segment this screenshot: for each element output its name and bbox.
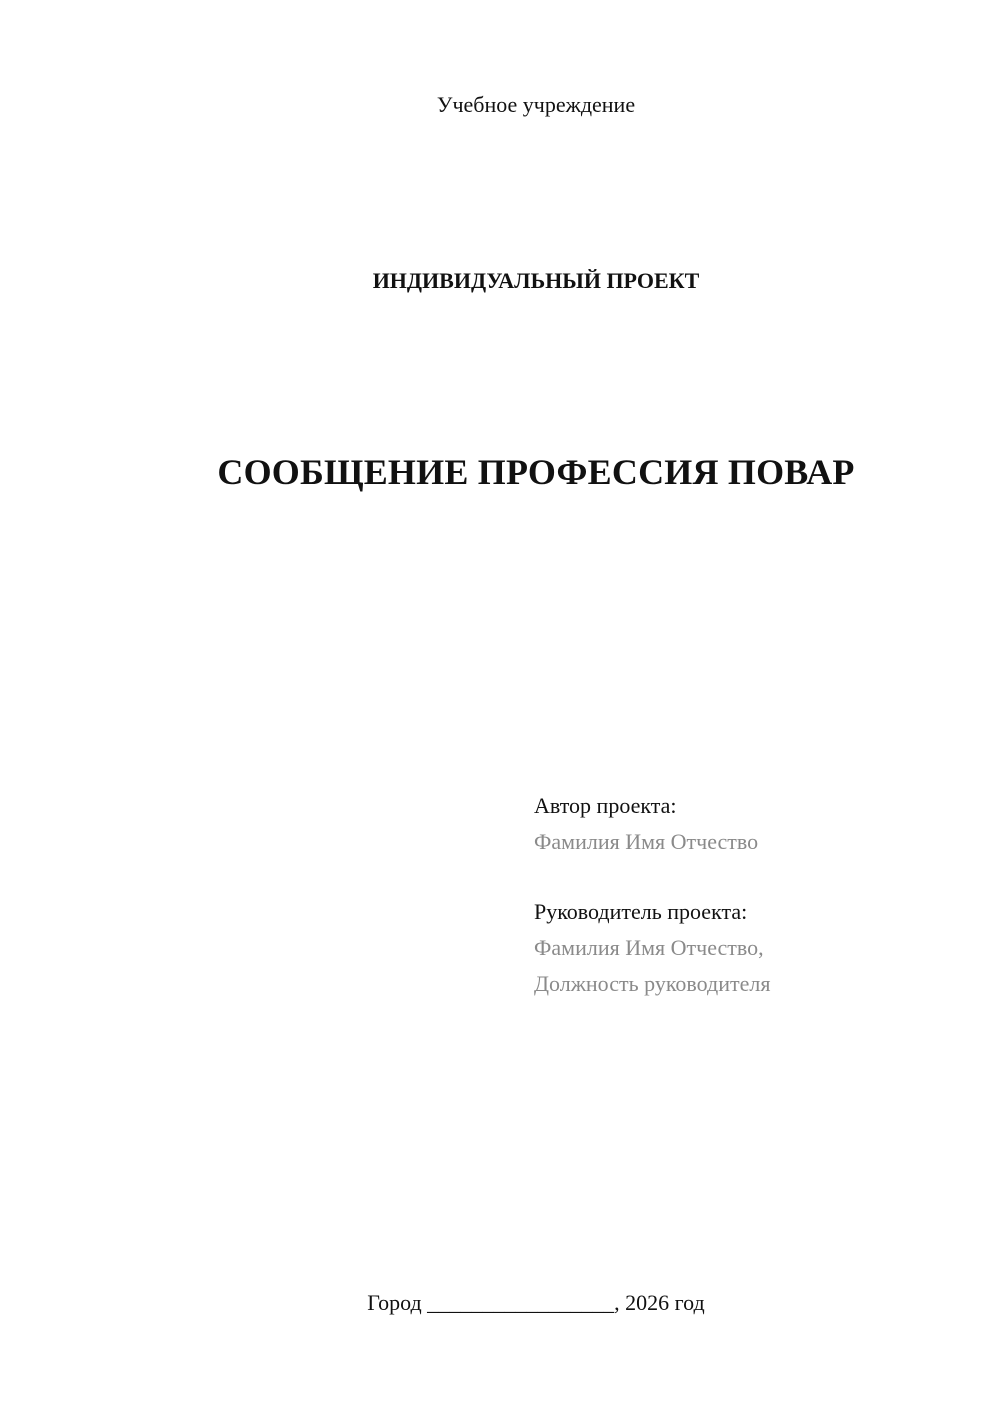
author-label: Автор проекта:	[534, 793, 677, 818]
institution-name: Учебное учреждение	[436, 92, 636, 117]
city-year-line: Город _________________, 2026 год	[367, 1290, 705, 1315]
spacer	[534, 860, 974, 894]
supervisor-position: Должность руководителя	[534, 971, 771, 996]
project-info-block	[534, 788, 974, 1002]
document-type: ИНДИВИДУАЛЬНЫЙ ПРОЕКТ	[372, 268, 700, 293]
document-title: СООБЩЕНИЕ ПРОФЕССИЯ ПОВАР	[217, 452, 855, 492]
author-name: Фамилия Имя Отчество	[534, 829, 759, 854]
supervisor-name: Фамилия Имя Отчество,	[534, 935, 764, 960]
supervisor-label: Руководитель проекта:	[534, 899, 748, 924]
